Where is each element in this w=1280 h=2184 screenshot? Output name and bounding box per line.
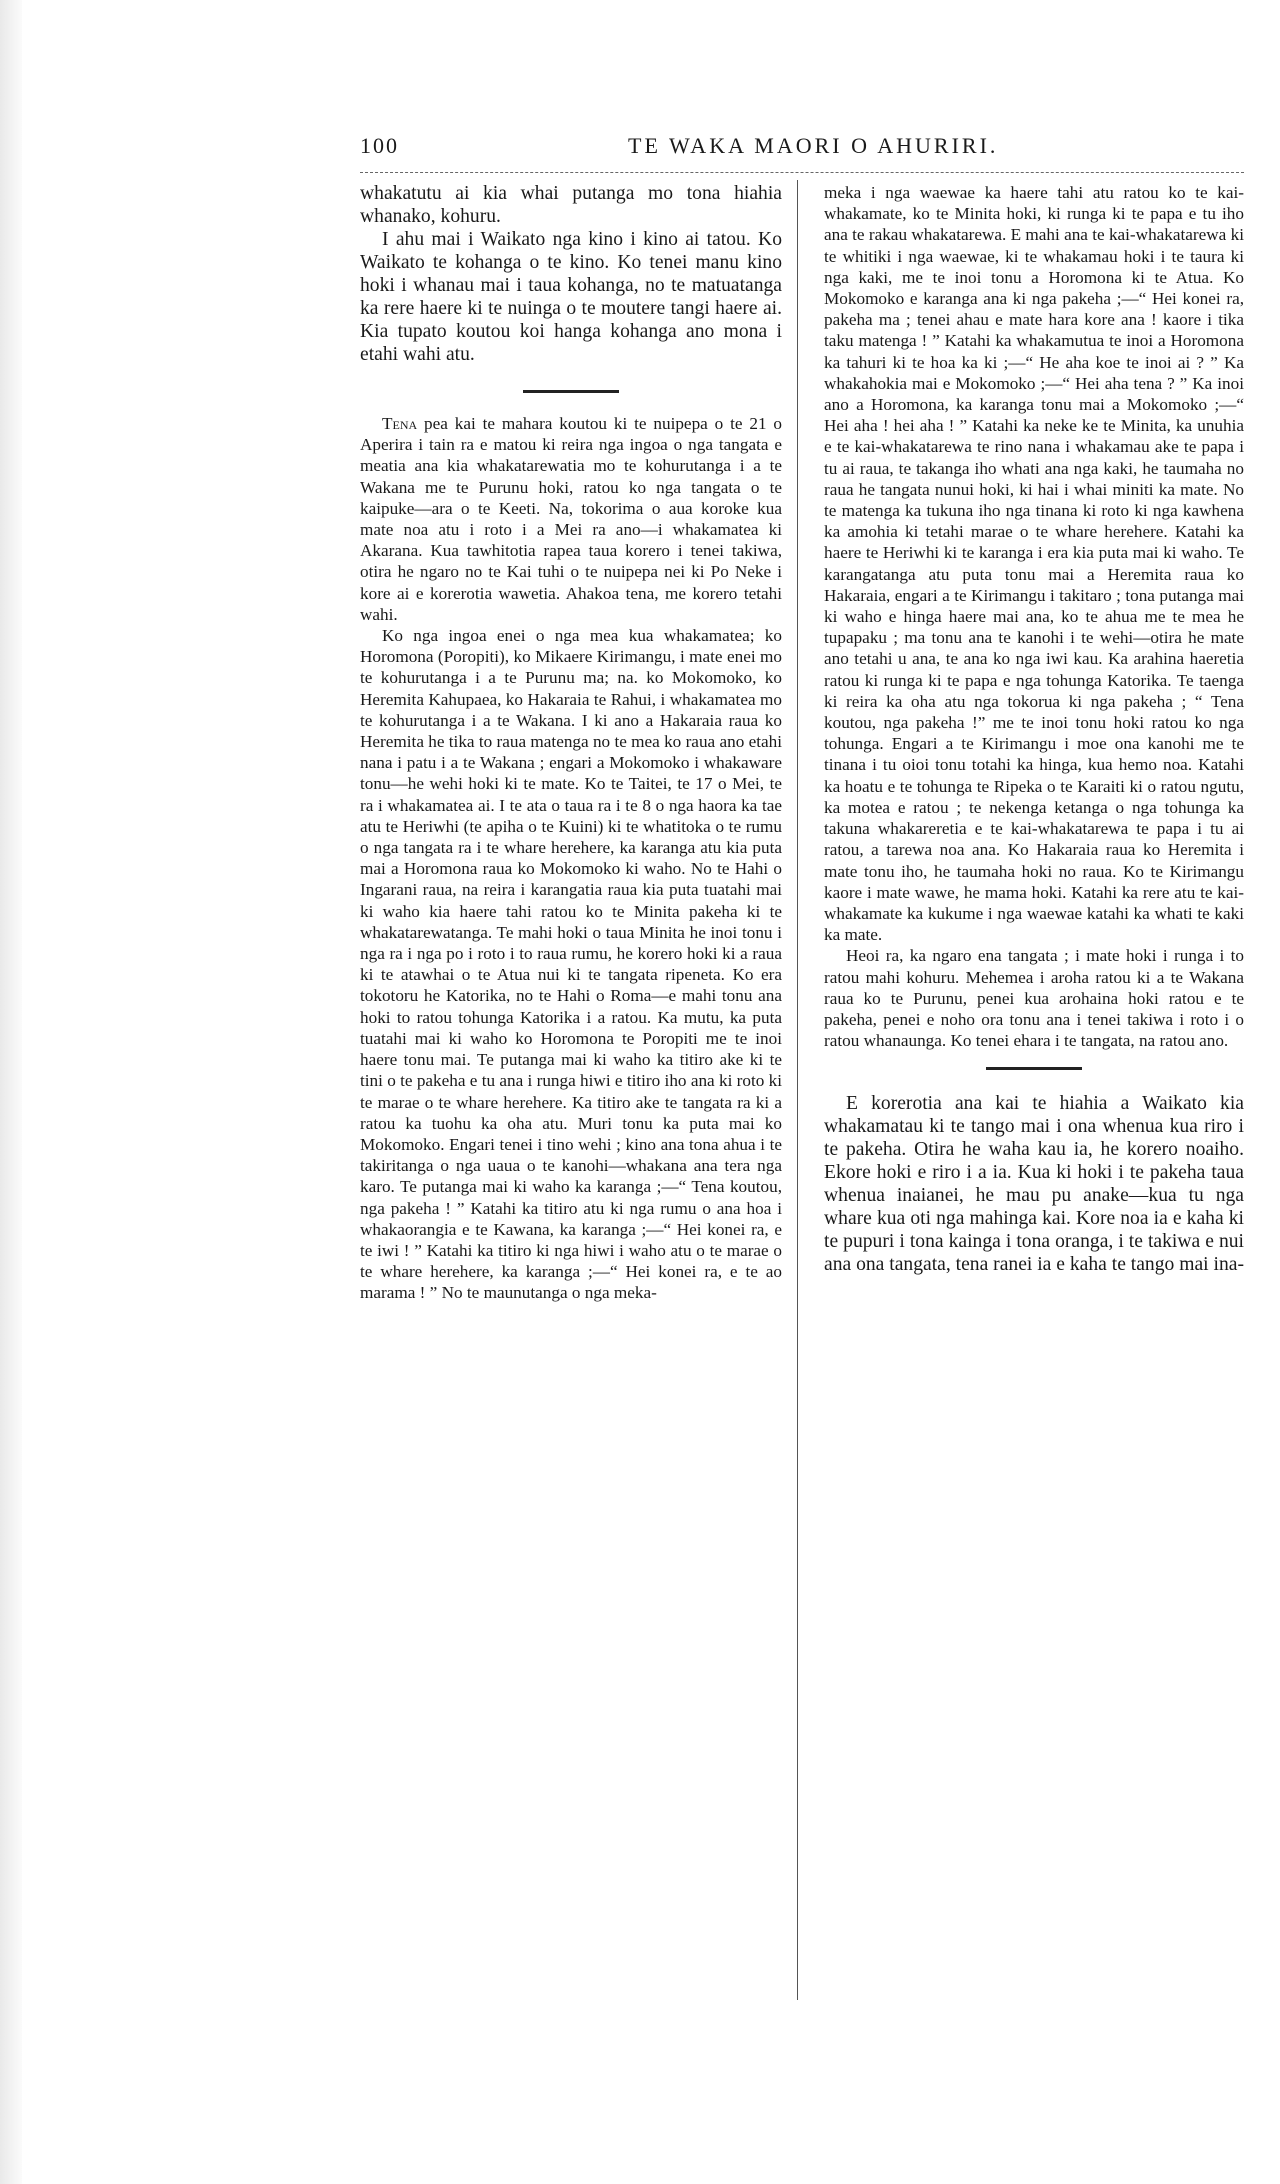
- right-paragraph-2: Heoi ra, ka ngaro ena tangata ; i mate hoki i runga i to ratou mahi kohuru. Mehemea i aroha ratou ki a te Wakana raua ko te Purunu, penei kua arohaina hoki ratou e te pakeha, penei e noho ora tonu ana i tenei takiwa i roto i o ratou whanaunga. Ko tenei ehara i te tangata, na ratou ano.: [824, 946, 1244, 1051]
- left-paragraph-4: Ko nga ingoa enei o nga mea kua whakamatea; ko Horomona (Poropiti), ko Mikaere Kirimangu, i mate enei mo te kohurutanga i a te Purunu ma; na. ko Mokomoko, ko Heremita Kahupaea, ko Hakaraia te Rahui, i whakamatea mo te kohurutanga i a te Wakana. I ki ano a Hakaraia raua ko Heremita he tika to raua matenga no te mea ko raua ano etahi nana i patu i a te Wakana ; engari a Mokomoko i whakaware tonu—he wehi hoki ki te mate. Ko te Taitei, te 17 o Mei, te ra i whakamatea ai. I te ata o taua ra i te 8 o nga haora ka tae atu te Heriwhi (te apiha o te Kuini) ki te whatitoka o te rumu o nga tangata ra i te whare herehere, ka karanga atu kia puta mai a Horomona raua ko Mokomoko ki waho. No te Hahi o Ingarani raua, na reira i karangatia raua kia puta tuatahi mai ki waho kia haere tahi ratou ko te Minita pakeha ki te whakatarewatanga. Te mahi hoki o taua Minita he inoi tonu i nga ra i nga po i roto i to raua rumu, he korero hoki ki a raua ki te atawhai o te Atua nui ki te tangata ripeneta. Ko era tokotoru he Katorika, no te Hahi o Roma—e mahi tonu ana hoki to ratou tohunga Katorika i a ratou. Ka mutu, ka puta tuatahi mai ki waho ko Horomona te Poropiti me te inoi haere tonu mai. Te putanga mai ki waho ka titiro ake ki te tini o te pakeha e tu ana i runga hiwi e titiro iho ana ki roto ki te marae o te whare herehere. Ka titiro ake te tangata ra ki a ratou ka tuohu ka oha atu. Muri tonu ka puta mai ko Mokomoko. Engari tenei i tino wehi ; kino ana tona ahua i te takiritanga o nga uaua o te kanohi—whakana ana tera nga karo. Te putanga mai ki waho ka karanga ;—“ Tena koutou, nga pakeha ! ” Katahi ka titiro atu ki nga rumu o ana hoa i whakaorangia e te Kawana, ka karanga ;—“ Hei konei ra, e te iwi ! ” Katahi ka titiro ki nga hiwi i waho atu o te marae o te whare herehere, ka karanga ;—“ Hei konei ra, e te ao marama ! ” No te maunutanga o nga meka-: [360, 626, 782, 1303]
- section-divider: [523, 390, 619, 393]
- column-divider: [797, 180, 798, 2000]
- left-paragraph-3-text: pea kai te mahara koutou ki te nuipepa o te 21 o Aperira i tain ra e matou ki reira nga ingoa o nga tangata e meatia ana kia whakatarewatia mo te kohurutanga i a te Wakana me te Purunu hoki, ratou ko nga tangata o te kaipuke—ara o te Keeti. Na, tokorima o aua koroke kua mate noa atu i roto i a Mei ra ano—i whakamatea ki Akarana. Kua tawhitotia rapea taua korero i tenei takiwa, otira he ngaro no te Kai tuhi o te nuipepa nei ki Po Neke i kore ai e korerotia wawetia. Ahakoa tena, me korero tetahi wahi.: [360, 414, 782, 624]
- left-paragraph-3: [360, 413, 782, 625]
- left-paragraph-1: whakatutu ai kia whai putanga mo tona hiahia whanako, kohuru.: [360, 183, 782, 227]
- running-head: [360, 133, 1000, 163]
- right-column: [824, 182, 1244, 1276]
- section-divider: [986, 1067, 1082, 1070]
- left-paragraph-2: I ahu mai i Waikato nga kino i kino ai tatou. Ko Waikato te kohanga o te kino. Ko tenei manu kino hoki i whanau mai i taua kohanga, no te matuatanga ka rere haere ki te nuinga o te moutere tangi haere ai. Kia tupato koutou koi hanga kohanga ano mona i etahi wahi atu.: [360, 229, 782, 365]
- drop-word: Tena: [382, 414, 418, 433]
- left-column: [360, 182, 782, 1304]
- header-rule: [360, 172, 1244, 173]
- page-number: 100: [360, 133, 399, 158]
- right-paragraph-1: meka i nga waewae ka haere tahi atu ratou ko te kai-whakamate, ko te Minita hoki, ki runga ki te papa e tu iho ana te rakau whakatarewa. E mahi ana te kai-whakatarewa ki te whitiki i nga waewae, ki te whakamau hoki i te taura ki nga kaki, me te inoi tonu a Horomona ki te Atua. Ko Mokomoko e karanga ana ki nga pakeha ;—“ Hei konei ra, pakeha ma ; tenei ahau e mate hara kore ana ! kaore i tika taku matenga ! ” Katahi ka whakamutua te inoi a Horomona ka tahuri ki te hoa ka ki ;—“ He aha koe te inoi ai ? ” Ka whakahokia mai e Mokomoko ;—“ Hei aha tena ? ” Ka inoi ano a Horomona, ka karanga tonu mai a Mokomoko ;—“ Hei aha ! hei aha ! ” Katahi ka neke ke te Minita, ka unuhia e te kai-whakatarewa te rino nana i whakamau ake te papa i tu ai raua, te takanga iho whati ana nga kaki, he taumaha no raua he tangata nunui hoki, ki hai i whai miniti ka mate. No te matenga ka tukuna iho nga tinana ki roto ki nga kawhena ka amohia ki tetahi marae o te whare herehere. Katahi ka haere te Heriwhi ki te karanga i era kia puta mai ki waho. Te karangatanga atu puta tonu mai a Heremita raua ko Hakaraia, engari a te Kirimangu i takitaro ; tona putanga mai ki waho e hinga haere mai ana, ko te ahua me te mea he tupapaku ; ma tonu ana te kanohi i te wehi—otira he mate ano tetahi u ana, te ana ko nga iwi kau. Ka arahina haeretia ratou ki runga ki te papa e nga tohunga Katorika. Te taenga ki reira ka oha atu nga tokorua ki nga pakeha ; “ Tena koutou, nga pakeha !” me te inoi tonu hoki ratou ko nga tohunga. Engari a te Kirimangu i moe ona kanohi me te tinana i tu oioi tonu totahi ka hinga, kua hemo noa. Katahi ka hoatu e te tohunga te Ripeka o te Karaiti ki o ratou ngutu, ka motea e ratou ; te nekenga ketanga o nga tohunga ka takuna whakareretia e te kai-whakatarewa te papa i tu ai ratou, a tarewa noa ana. Ko Hakaraia raua ko Heremita i mate tonu iho, he taumaha hoki no raua. Ko te Kirimangu kaore i mate wawe, he mama hoki. Katahi ka rere atu te kai-whakamate ka kukume i nga waewae katahi ka whati te kaki ka mate.: [824, 183, 1244, 945]
- right-paragraph-3: E korerotia ana kai te hiahia a Waikato kia whakamatau ki te tango mai i ona whenua kua riro i te pakeha. Otira he waha kau ia, he korero noaiho. Ekore hoki e riro i a ia. Kua ki hoki i te pakeha taua whenua inaianei, he mau pu anake—kua tu nga whare kua oti nga mahinga kai. Kore noa ia e kaha ki te pupuri i tona kainga i tona oranga, i te takiwa e nui ana ona tangata, tena ranei ia e kaha te tango mai ina-: [824, 1093, 1244, 1276]
- scan-edge: [0, 0, 22, 2184]
- running-title: TE WAKA MAORI O AHURIRI.: [628, 133, 999, 158]
